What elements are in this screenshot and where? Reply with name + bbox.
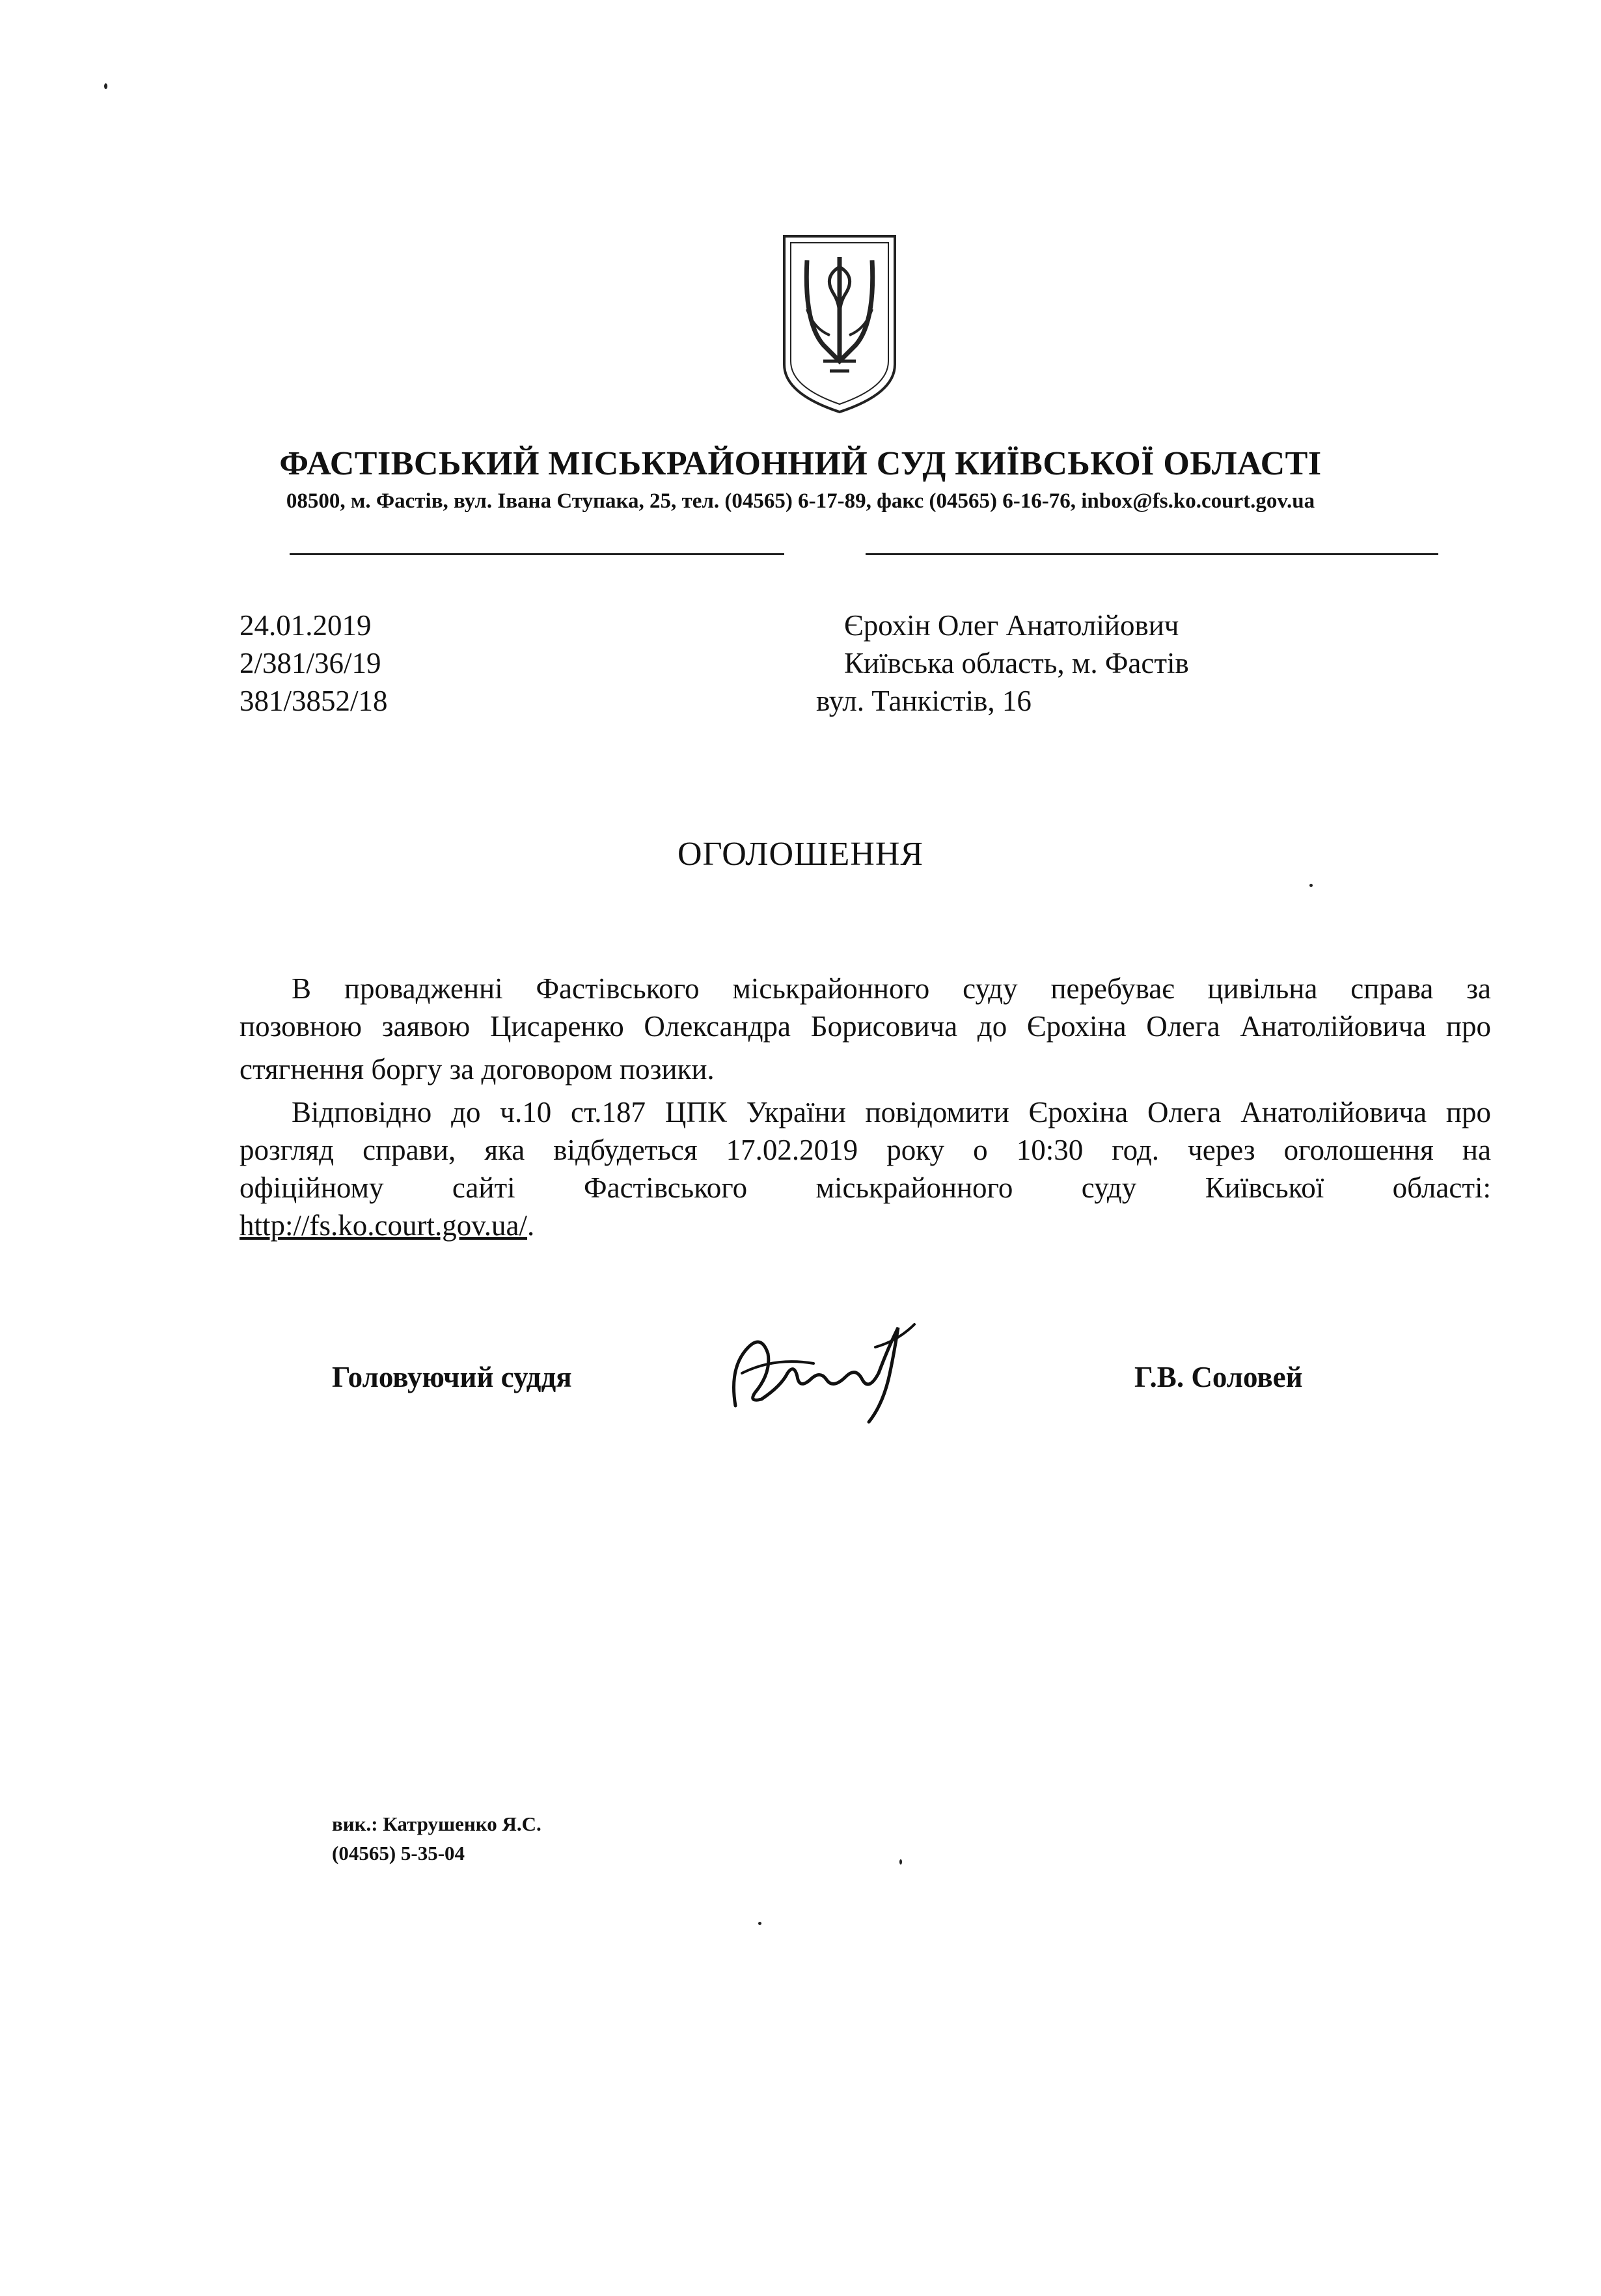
url-period: .: [527, 1209, 535, 1242]
executor-name: вик.: Катрушенко Я.С.: [332, 1812, 541, 1835]
paragraph-2: [239, 1093, 1491, 1244]
paragraph-1-line-2: позовною заявою Цисаренко Олександра Борисовича до Єрохіна Олега Анатолійовича про: [239, 1010, 1491, 1043]
scan-speck: [104, 83, 107, 89]
handwritten-signature-icon: [722, 1308, 931, 1425]
judge-name: Г.В. Соловей: [1134, 1361, 1303, 1393]
court-website-line: [239, 1207, 1491, 1244]
recipient-name: Єрохін Олег Анатолійович: [844, 609, 1179, 642]
scan-speck: [758, 1922, 761, 1925]
scan-speck: [1309, 884, 1313, 887]
header-divider-left: [290, 553, 784, 555]
recipient-street: вул. Танкістів, 16: [816, 685, 1032, 717]
case-number: 381/3852/18: [239, 685, 388, 717]
paragraph-1-line-3: стягнення боргу за договором позики.: [239, 1053, 715, 1086]
paragraph-2-line-3: офіційному сайті Фастівського міськрайонного суду Київської області:: [239, 1171, 1491, 1204]
recipient-region: Київська область, м. Фастів: [844, 647, 1189, 679]
court-name: ФАСТІВСЬКИЙ МІСЬКРАЙОННИЙ СУД КИЇВСЬКОЇ ОБЛАСТІ: [279, 445, 1322, 482]
executor-phone: (04565) 5-35-04: [332, 1842, 465, 1865]
paragraph-1: [239, 970, 1491, 1088]
paragraph-2-line-2: розгляд справи, яка відбудеться 17.02.2019 року о 10:30 год. через оголошення на: [239, 1134, 1491, 1166]
court-address: 08500, м. Фастів, вул. Івана Ступака, 25, тел. (04565) 6-17-89, факс (04565) 6-16-76, inbox@fs.ko.court.gov.ua: [286, 489, 1315, 513]
document-date: 24.01.2019: [239, 609, 372, 642]
presiding-judge-label: Головуючий суддя: [332, 1361, 572, 1393]
paragraph-1-line-1: В провадженні Фастівського міськрайонного суду перебуває цивільна справа за: [292, 972, 1491, 1005]
document-title: ОГОЛОШЕННЯ: [677, 836, 924, 873]
court-website-link[interactable]: http://fs.ko.court.gov.ua/: [239, 1209, 528, 1242]
trident-coat-of-arms-icon: [778, 231, 901, 417]
paragraph-2-line-1: Відповідно до ч.10 ст.187 ЦПК України повідомити Єрохіна Олега Анатолійовича про: [292, 1096, 1491, 1128]
outgoing-number: 2/381/36/19: [239, 647, 381, 679]
scan-speck: [899, 1859, 902, 1865]
header-divider-right: [866, 553, 1438, 555]
